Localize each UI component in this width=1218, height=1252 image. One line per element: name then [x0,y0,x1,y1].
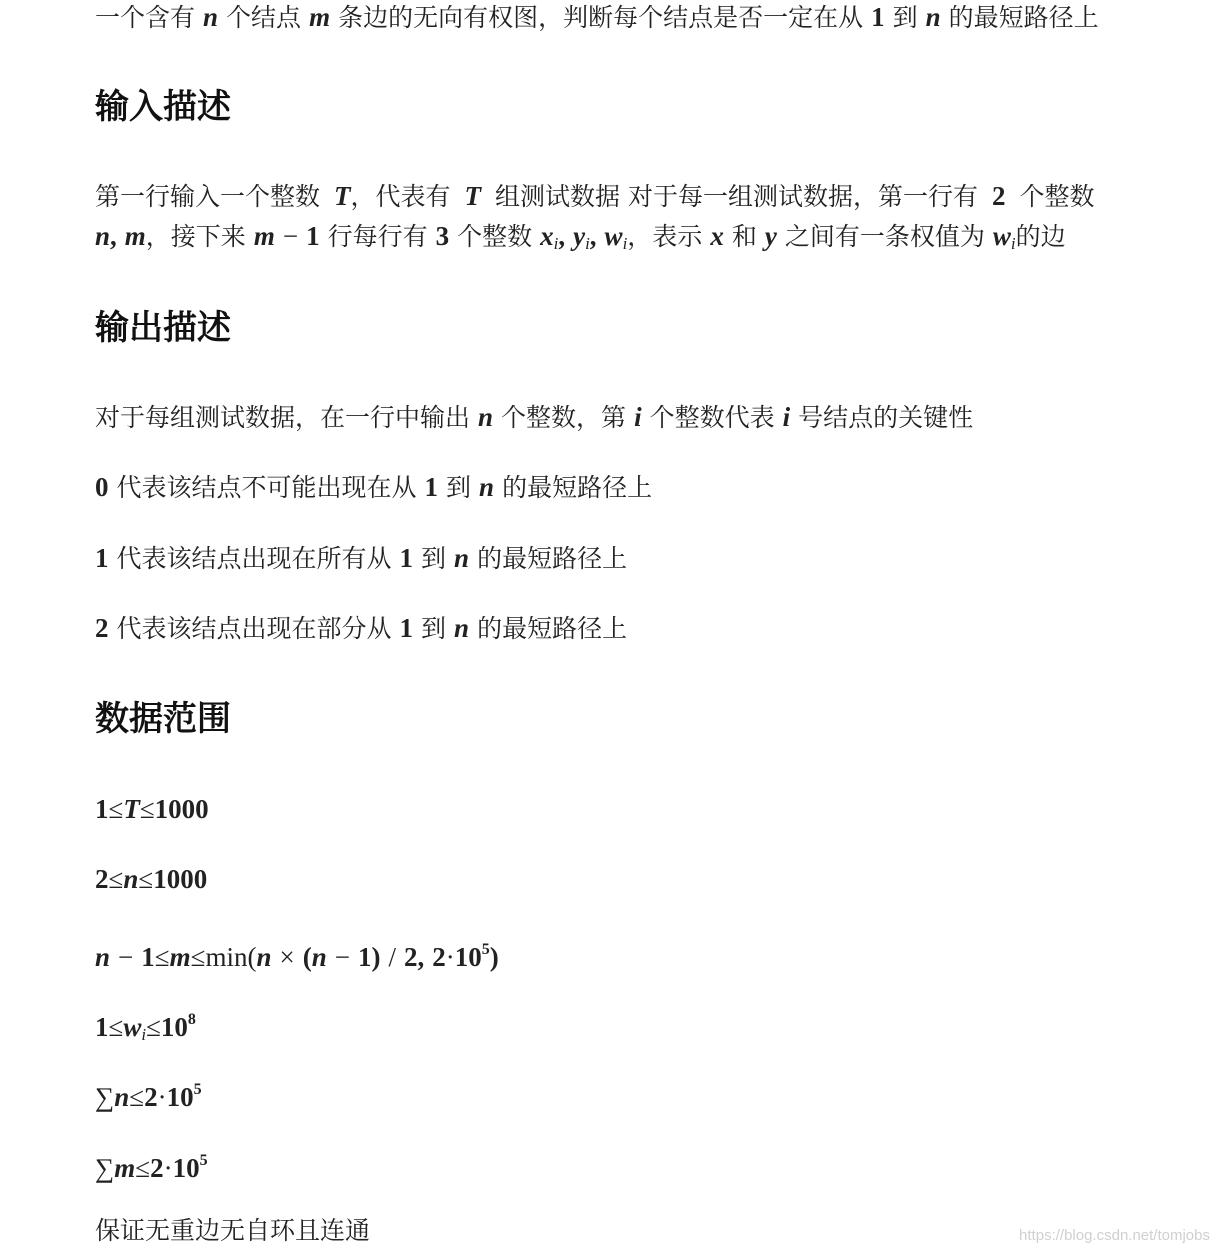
math-op: ≤ [190,942,206,972]
output-text: 代表该结点出现在所有从 [116,544,392,573]
output-text: 代表该结点不可能出现在从 [116,473,417,502]
range-formula-1 [95,792,209,826]
math-num: 1 [95,1012,109,1042]
math-num: 1 [424,472,439,502]
math-num: 10 [454,942,482,972]
input-text: 行每行有 [327,222,428,251]
range-formula-4 [95,1003,196,1052]
math-punct: , [110,221,117,251]
output-text: 个整数代表 [649,403,775,432]
math-op: · [157,1082,167,1112]
range-formula-5 [95,1073,202,1114]
math-num: 1 [95,794,109,824]
math-paren: ( [302,942,312,972]
input-text: 组测试数据 对于每一组测试数据，第一行有 [495,182,978,211]
output-text: 个整数，第 [501,403,627,432]
math-var: n [203,2,219,32]
input-text: ，表示 [627,222,703,251]
math-var: w [604,221,623,251]
math-num: 2 [95,864,109,894]
output-text: 的最短路径上 [477,544,628,573]
math-sub: i [553,234,559,253]
output-row-1 [95,541,627,576]
math-num: 1 [357,942,372,972]
guarantee-line: 保证无重边无自环且连通 [95,1216,371,1245]
math-var: n [925,2,941,32]
math-var: T [123,794,140,824]
math-op: · [163,1153,173,1183]
math-var: m [124,221,146,251]
math-num: 0 [95,472,109,502]
math-op: − [118,942,134,972]
input-text: 和 [731,222,757,251]
math-num: 1 [871,2,885,32]
math-var: w [123,1012,142,1042]
math-op: ≤ [138,864,154,894]
math-func: min( [205,942,257,972]
math-op: · [445,942,455,972]
intro-text: 一个含有 [95,3,196,32]
output-heading: 输出描述 [95,308,231,348]
intro-text: 条边的无向有权图，判断每个结点是否一定在从 [338,3,864,32]
math-num: 2 [95,613,109,643]
math-var: n [478,402,494,432]
math-paren: ) [371,942,381,972]
math-num: 1 [95,543,109,573]
math-num: 1 [399,613,414,643]
math-num: 2 [150,1153,164,1183]
math-var: n [95,942,111,972]
input-text: 个整数 [1019,182,1095,211]
math-num: 2 [432,942,446,972]
math-op: ≤ [108,864,124,894]
input-line-2 [95,219,1066,261]
math-punct: , [589,221,597,251]
input-text: 第一行输入一个整数 [95,182,321,211]
math-op: ≤ [135,1153,151,1183]
math-var: i [782,402,791,432]
math-sub: i [141,1025,147,1044]
math-num: 2 [144,1082,158,1112]
math-op: ≤ [108,794,124,824]
math-var: m [169,942,191,972]
math-paren: ) [489,942,499,972]
math-op: ≤ [139,794,155,824]
output-text: 到 [446,473,472,502]
math-op: − [334,942,350,972]
math-op: ≤ [146,1012,161,1042]
math-num: 1 [306,221,320,251]
math-exp: 5 [199,1152,208,1169]
math-var: i [634,402,642,432]
output-text: 的最短路径上 [477,614,628,643]
math-var: n [256,942,272,972]
input-text: ，接下来 [145,222,246,251]
range-formula-3 [95,933,499,974]
input-text: 个整数 [457,222,533,251]
math-var: T [334,181,351,211]
math-num: 10 [172,1153,200,1183]
math-var: w [992,221,1011,251]
input-line-1 [95,179,1095,214]
math-var: T [464,181,482,211]
math-var: n [479,472,495,502]
math-num: 10 [160,1012,188,1042]
math-num: 10 [166,1082,194,1112]
intro-text: 个结点 [226,3,302,32]
math-num: 1 [141,942,155,972]
math-op: ≤ [108,1012,124,1042]
output-row-2 [95,611,627,646]
math-num: 2, [403,942,425,972]
intro-text: 的最短路径上 [948,3,1099,32]
output-text: 号结点的关键性 [798,403,974,432]
math-var: n [311,942,327,972]
math-num: 3 [435,221,450,251]
range-formula-2 [95,862,207,896]
math-num: 1 [399,543,414,573]
math-var: y [573,221,586,251]
math-sub: i [622,234,628,253]
math-exp: 5 [193,1081,202,1098]
math-num: 1000 [154,794,209,824]
math-sum: ∑ [95,1082,115,1112]
math-var: n [454,613,470,643]
math-punct: , [558,221,566,251]
input-heading: 输入描述 [95,87,231,127]
math-sub: i [1010,234,1016,253]
math-num: 1000 [153,864,208,894]
intro-text: 到 [892,3,918,32]
math-num: 2 [991,181,1006,211]
math-var: n [454,543,470,573]
output-line-1 [95,400,973,435]
output-row-0 [95,470,652,505]
output-text: 对于每组测试数据，在一行中输出 [95,403,471,432]
math-op: − [282,221,299,251]
output-text: 的最短路径上 [502,473,653,502]
math-var: m [114,1153,136,1183]
math-sub: i [585,234,590,253]
math-var: m [309,2,331,32]
math-exp: 5 [481,941,490,958]
math-op: ≤ [129,1082,145,1112]
math-op: ≤ [154,942,170,972]
range-heading: 数据范围 [95,699,231,739]
math-var: n [114,1082,130,1112]
range-formula-6 [95,1144,208,1185]
math-op: × [279,942,295,972]
watermark: https://blog.csdn.net/tomjobs [1019,1227,1210,1244]
input-text: 的边 [1015,222,1066,251]
math-op: / [388,942,396,972]
intro-line [95,0,1099,35]
math-var: y [764,221,777,251]
math-var: x [540,221,554,251]
math-sum: ∑ [95,1153,115,1183]
output-text: 到 [421,544,447,573]
math-var: n [123,864,139,894]
math-var: m [253,221,275,251]
output-text: 到 [421,614,447,643]
input-text: 之间有一条权值为 [784,222,985,251]
math-var: n [95,221,111,251]
math-exp: 8 [187,1011,196,1028]
output-text: 代表该结点出现在部分从 [116,614,392,643]
input-text: ，代表有 [350,182,451,211]
math-var: x [710,221,724,251]
